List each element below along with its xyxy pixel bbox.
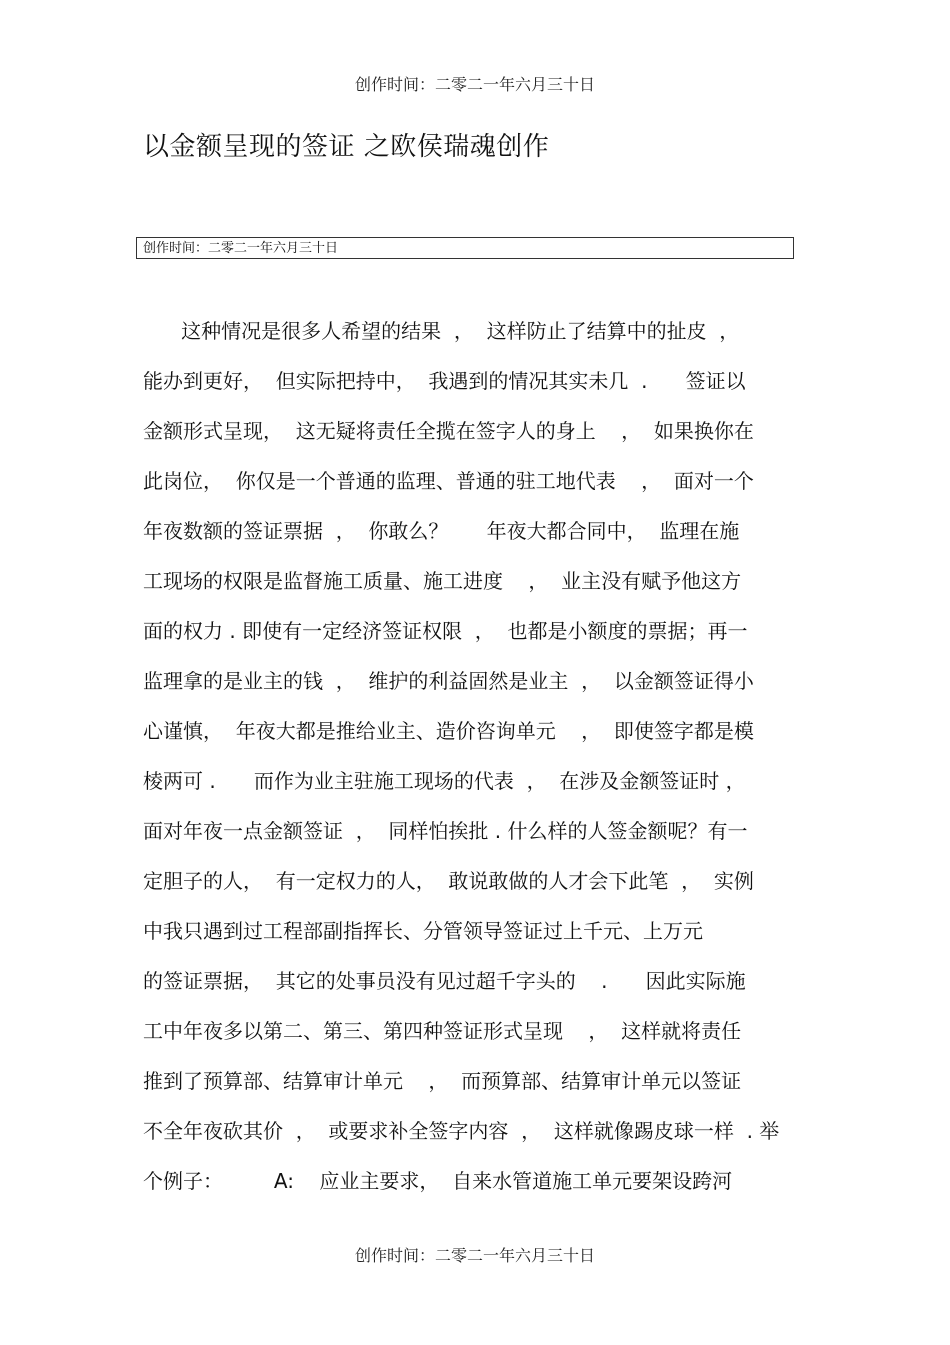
text-line: 的签证票据， 其它的处事员没有见过超千字头的 . 因此实际施 — [143, 969, 746, 993]
page-footer: 创作时间：二零二一年六月三十日 — [354, 1246, 595, 1265]
body-text — [143, 306, 815, 1206]
text-line: 这种情况是很多人希望的结果 ， 这样防止了结算中的扯皮 ， — [143, 319, 740, 343]
text-line: 工中年夜多以第二、第三、第四种签证形式呈现 ， 这样就将责任 — [143, 1019, 742, 1043]
text-line: 面对年夜一点金额签证 ， 同样怕挨批 . 什么样的人签金额呢？有一 — [143, 819, 748, 843]
text-line: 个例子： A: 应业主要求， 自来水管道施工单元要架设跨河 — [143, 1169, 733, 1193]
text-line: 中我只遇到过工程部副指挥长、分管领导签证过上千元、上万元 — [143, 919, 703, 943]
text-line: 能办到更好， 但实际把持中， 我遇到的情况其实未几 . 签证以 — [143, 369, 746, 393]
document-title: 以金额呈现的签证 之欧侯瑞魂创作 — [143, 132, 550, 162]
text-line: 推到了预算部、结算审计单元 ， 而预算部、结算审计单元以签证 — [143, 1069, 742, 1093]
page-header: 创作时间：二零二一年六月三十日 — [354, 75, 595, 94]
text-line: 棱两可 . 而作为业主驻施工现场的代表 ， 在涉及金额签证时 ， — [143, 769, 746, 793]
text-line: 不全年夜砍其价 ， 或要求补全签字内容 ， 这样就像踢皮球一样 . 举 — [143, 1119, 780, 1143]
text-line: 心谨慎， 年夜大都是推给业主、造价咨询单元 ， 即使签字都是模 — [143, 719, 754, 743]
text-line: 定胆子的人， 有一定权力的人， 敢说敢做的人才会下此笔 ， 实例 — [143, 869, 754, 893]
creation-time-box: 创作时间：二零二一年六月三十日 — [136, 237, 794, 259]
text-line: 面的权力 . 即使有一定经济签证权限 ， 也都是小额度的票据；再一 — [143, 619, 748, 643]
text-line: 此岗位， 你仅是一个普通的监理、普通的驻工地代表 ， 面对一个 — [143, 469, 754, 493]
text-line: 年夜数额的签证票据 ， 你敢么？ 年夜大都合同中， 监理在施 — [143, 519, 740, 543]
text-line: 工现场的权限是监督施工质量、施工进度 ， 业主没有赋予他这方 — [143, 569, 742, 593]
text-line: 监理拿的是业主的钱 ， 维护的利益固然是业主 ， 以金额签证得小 — [143, 669, 754, 693]
text-line: 金额形式呈现， 这无疑将责任全揽在签字人的身上 ， 如果换你在 — [143, 419, 754, 443]
